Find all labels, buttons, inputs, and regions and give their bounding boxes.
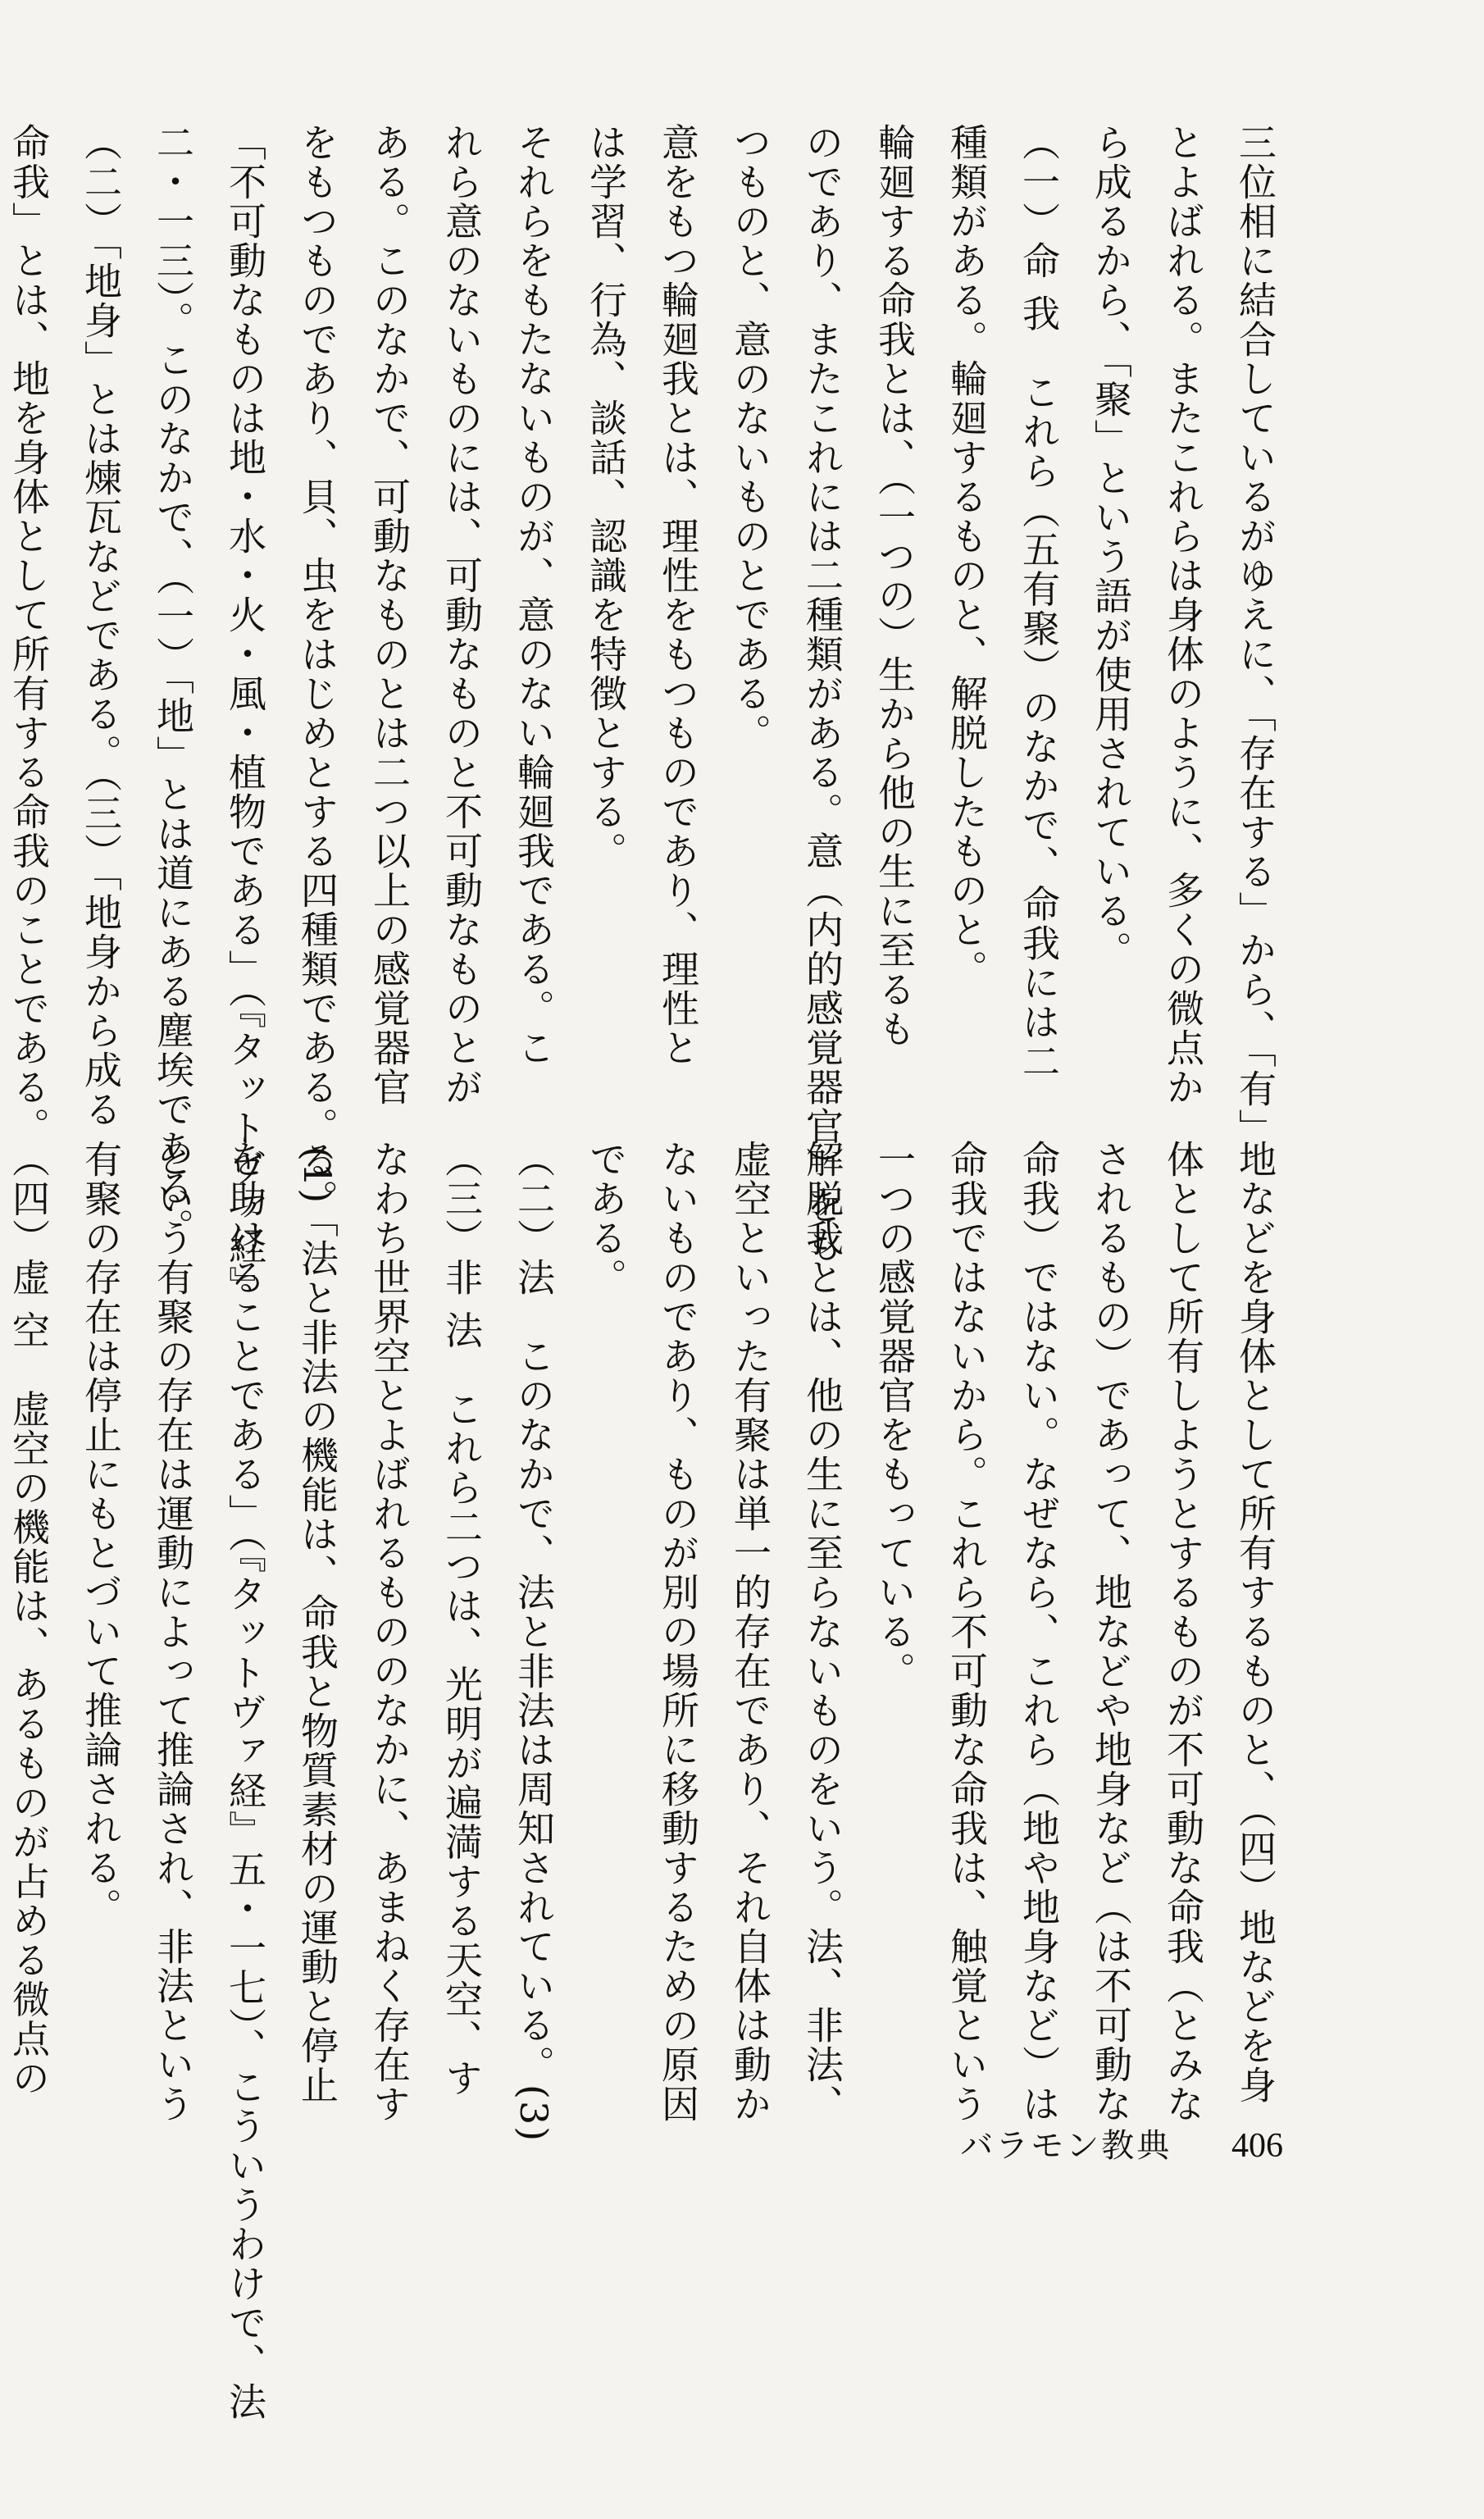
text-line: 命我）ではない。なぜなら、これら（地や地身など）は: [1017, 1140, 1061, 2124]
text-line: である。: [584, 1140, 628, 1297]
text-line: 命我ではないから。これら不可動な命我は、触覚という: [945, 1140, 989, 2124]
text-line: つものと、意のないものとである。: [728, 123, 772, 753]
text-line: されるもの）であって、地などや地身など（は不可動な: [1089, 1140, 1133, 2124]
text-line: という有聚の存在は運動によって推論され、非法という: [151, 1140, 195, 2124]
text-line: 一つの感覚器官をもっている。: [872, 1140, 917, 1691]
text-line: ら成るから、「聚」という語が使用されている。: [1089, 123, 1133, 970]
text-line: 「不可動なものは地・水・火・風・植物である」（『タットヴァ経』: [223, 123, 267, 1305]
text-line: 体として所有しようとするものが不可動な命我（とみな: [1161, 1140, 1205, 2124]
text-line: れら意のないものには、可動なものと不可動なものとが: [439, 123, 484, 1107]
text-line: 虚空といった有聚は単一的存在であり、それ自体は動か: [728, 1140, 772, 2124]
text-line: 二・一三）。このなかで、（一）「地」とは道にある塵埃である。: [151, 123, 195, 1247]
text-line: （三）非 法 これら二つは、光明が遍満する天空、す: [439, 1140, 484, 2098]
text-line: 地などを身体として所有するものと、（四）地などを身: [1233, 1140, 1277, 2105]
text-line: ないものであり、ものが別の場所に移動するための原因: [656, 1140, 700, 2124]
text-line: それらをもたないものが、意のない輪廻我である。こ: [512, 123, 556, 1068]
text-line: をもつものであり、貝、虫をはじめとする四種類である。(1): [295, 123, 339, 1205]
text-line: る。「法と非法の機能は、命我と物質素材の運動と停止: [295, 1140, 339, 2105]
book-title: バラモン教典: [960, 2127, 1172, 2165]
text-line: を助けることである」（『タットヴァ経』五・一七）、こういうわけで、法: [223, 1140, 267, 2421]
text-block-upper: [0, 123, 1291, 1305]
text-line: （二）法 このなかで、法と非法は周知されている。(3): [512, 1140, 556, 2143]
text-line: 種類がある。輪廻するものと、解脱したものと。: [945, 123, 989, 989]
text-line: 意をもつ輪廻我とは、理性をもつものであり、理性と: [656, 123, 700, 1068]
text-line: ある。このなかで、可動なものとは二つ以上の感覚器官: [367, 123, 412, 1107]
text-line: 解脱我とは、他の生に至らないものをいう。法、非法、: [800, 1140, 844, 2124]
text-line: （一）命 我 これら（五有聚）のなかで、命我には二: [1017, 123, 1061, 1082]
text-line: 三位相に結合しているがゆえに、「存在する」から、「有」: [1233, 123, 1277, 1148]
text-line: なわち世界空とよばれるもののなかに、あまねく存在す: [367, 1140, 412, 2124]
page-footer: [960, 2120, 1283, 2166]
text-line: は学習、行為、談話、認識を特徴とする。: [584, 123, 628, 871]
text-line: 有聚の存在は停止にもとづいて推論される。: [79, 1140, 123, 1927]
page-number: 406: [1231, 2127, 1283, 2165]
text-line: 輪廻する命我とは、（一つの）生から他の生に至るも: [872, 123, 917, 1049]
text-line: （四）虚 空 虚空の機能は、あるものが占める微点の: [7, 1140, 51, 2098]
text-line: とよばれる。またこれらは身体のように、多くの微点か: [1161, 123, 1205, 1107]
text-line: のであり、またこれには二種類がある。意（内的感覚器官）をも: [800, 123, 844, 1264]
text-line: 命我」とは、地を身体として所有する命我のことである。: [7, 123, 51, 1146]
text-line: （二）「地身」とは煉瓦などである。（三）「地身から成る: [79, 123, 123, 1129]
